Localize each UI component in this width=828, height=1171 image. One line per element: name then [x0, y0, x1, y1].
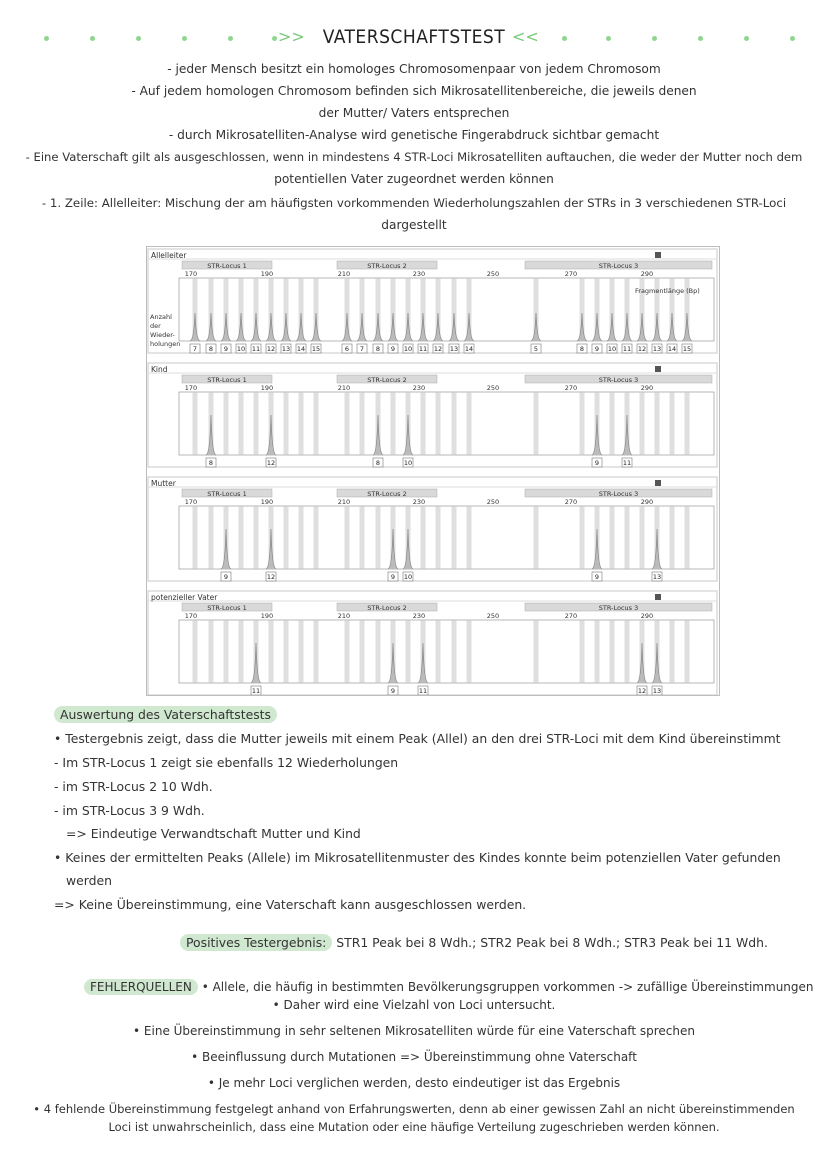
panel-0-allele-label-l1-12: 12	[266, 345, 276, 353]
panel-0-allele-label-l3-14: 14	[667, 345, 677, 353]
panel-2-bin-14	[421, 506, 426, 569]
evaluation-line-4: - im STR-Locus 3 9 Wdh.	[54, 803, 205, 818]
panel-2-allele-label-l1-9: 9	[223, 573, 229, 581]
panel-0-allele-label-l1-9: 9	[223, 345, 229, 353]
panel-3-tick-290: 290	[640, 612, 654, 620]
panel-3-tick-190: 190	[260, 612, 274, 620]
errors-label: FEHLERQUELLEN	[84, 979, 198, 995]
panel-3-bin-8	[314, 620, 319, 683]
panel-3-allele-label-l3-13: 13	[652, 687, 662, 695]
panel-3-bin-9	[345, 620, 350, 683]
panel-2-bin-26	[685, 506, 690, 569]
panel-2-bin-6	[284, 506, 289, 569]
panel-2-tick-290: 290	[640, 498, 654, 506]
panel-0-allele-label-l3-9: 9	[594, 345, 600, 353]
errors-line-1: FEHLERQUELLEN • Allele, die häufig in bestimmten Bevölkerungsgruppen vorkommen -> zufällige Übereinstimmungen	[84, 976, 814, 998]
panel-2-allele-label-l2-9: 9	[390, 573, 396, 581]
panel-1-tick-210: 210	[337, 384, 351, 392]
panel-0-allele-label-l2-7: 7	[359, 345, 365, 353]
panel-3-bin-22	[625, 620, 630, 683]
panel-0-allele-label-l3-11: 11	[622, 345, 632, 353]
y-label-1: der	[150, 322, 161, 330]
evaluation-line-3: - im STR-Locus 2 10 Wdh.	[54, 779, 213, 794]
panel-3-bin-7	[299, 620, 304, 683]
panel-0-name: Allelleiter	[151, 251, 187, 260]
panel-1-bin-17	[467, 392, 472, 455]
panel-2-allele-label-l1-12: 12	[266, 573, 276, 581]
errors-line-2: • Daher wird eine Vielzahl von Loci untersucht.	[272, 998, 556, 1012]
panel-1-bin-16	[452, 392, 457, 455]
panel-2-bin-15	[436, 506, 441, 569]
panel-1-tick-170: 170	[184, 384, 198, 392]
panel-2-allele-label-l3-13: 13	[652, 573, 662, 581]
panel-1-bin-7	[299, 392, 304, 455]
panel-2-bin-25	[670, 506, 675, 569]
panel-2-name: Mutter	[151, 479, 176, 488]
panel-0-allele-label-l2-11: 11	[418, 345, 428, 353]
panel-1-bin-3	[239, 392, 244, 455]
panel-1-bin-14	[421, 392, 426, 455]
errors-line-7: Loci ist unwahrscheinlich, dass eine Mutation oder eine häufige Verteilung zugeschrieben werden können.	[108, 1120, 720, 1134]
positive-label: Positives Testergebnis:	[180, 934, 332, 951]
panel-0-allele-label-l1-10: 10	[236, 345, 246, 353]
dot-right-0	[562, 36, 567, 41]
panel-0-tick-190: 190	[260, 270, 274, 278]
panel-0-allele-label-l1-11: 11	[251, 345, 261, 353]
panel-3-bin-1	[209, 620, 214, 683]
panel-3-bin-19	[580, 620, 585, 683]
panel-2-tick-170: 170	[184, 498, 198, 506]
panel-2-bin-9	[345, 506, 350, 569]
panel-3-bin-3	[239, 620, 244, 683]
panel-2-bin-8	[314, 506, 319, 569]
panel-1-bin-0	[193, 392, 198, 455]
panel-3-bin-6	[284, 620, 289, 683]
evaluation-line-6: • Keines der ermittelten Peaks (Allele) im Mikrosatellitenmuster des Kindes konnte beim potenziellen Vater gefunden	[54, 850, 781, 865]
panel-0-locus-0-label: STR-Locus 1	[207, 262, 247, 270]
panel-0-allele-label-l2-13: 13	[449, 345, 459, 353]
panel-0-allele-label-l1-13: 13	[281, 345, 291, 353]
positive-result	[180, 932, 768, 954]
panel-3-tick-270: 270	[564, 612, 578, 620]
panel-0-allele-label-l2-8: 8	[375, 345, 381, 353]
panel-2-bin-11	[376, 506, 381, 569]
panel-2-locus-2-label: STR-Locus 3	[598, 490, 639, 498]
y-label-2: Wieder-	[150, 331, 175, 339]
panel-3-locus-2-label: STR-Locus 3	[598, 604, 639, 612]
panel-3-allele-label-l2-9: 9	[390, 687, 396, 695]
panel-1-bin-4	[254, 392, 259, 455]
panel-2-bin-10	[360, 506, 365, 569]
panel-0-allele-label-l3-15: 15	[682, 345, 692, 353]
evaluation-line-8: => Keine Übereinstimmung, eine Vaterschaft kann ausgeschlossen werden.	[54, 897, 527, 912]
dot-left-1	[90, 36, 95, 41]
errors-line-5: • Je mehr Loci verglichen werden, desto eindeutiger ist das Ergebnis	[207, 1076, 621, 1090]
positive-text: STR1 Peak bei 8 Wdh.; STR2 Peak bei 8 Wdh.; STR3 Peak bei 11 Wdh.	[336, 935, 768, 950]
panel-2-locus-1-label: STR-Locus 2	[367, 490, 407, 498]
intro-line-8: dargestellt	[381, 218, 447, 232]
panel-1-bin-9	[345, 392, 350, 455]
evaluation-line-5: => Eindeutige Verwandtschaft Mutter und Kind	[66, 826, 361, 841]
panel-1-tick-270: 270	[564, 384, 578, 392]
panel-3-tick-210: 210	[337, 612, 351, 620]
panel-2-bin-1	[209, 506, 214, 569]
panel-1-bin-19	[580, 392, 585, 455]
dot-right-2	[652, 36, 657, 41]
panel-0-tick-170: 170	[184, 270, 198, 278]
page-title: VATERSCHAFTSTEST	[322, 26, 506, 48]
evaluation-line-2: - Im STR-Locus 1 zeigt sie ebenfalls 12 Wiederholungen	[54, 755, 399, 770]
panel-0-tick-210: 210	[337, 270, 351, 278]
panel-1-allele-label-l2-10: 10	[403, 459, 413, 467]
panel-2-bin-0	[193, 506, 198, 569]
intro-line-3: der Mutter/ Vaters entsprechen	[318, 106, 510, 120]
dot-left-3	[182, 36, 187, 41]
panel-0-allele-label-l2-14: 14	[464, 345, 474, 353]
errors-line-3: • Eine Übereinstimmung in sehr seltenen Mikrosatelliten würde für eine Vaterschaft sprechen	[133, 1024, 695, 1038]
panel-1-bin-8	[314, 392, 319, 455]
panel-0-tick-250: 250	[486, 270, 500, 278]
panel-2-tick-250: 250	[486, 498, 500, 506]
panel-3-bin-13	[406, 620, 411, 683]
panel-1-tick-290: 290	[640, 384, 654, 392]
panel-1-bin-10	[360, 392, 365, 455]
dot-right-4	[744, 36, 749, 41]
dot-right-3	[698, 36, 703, 41]
errors-line-6: • 4 fehlende Übereinstimmung festgelegt anhand von Erfahrungswerten, denn ab einer gewissen Zahl an nicht übereinstimmenden	[33, 1102, 795, 1116]
y-label-0: Anzahl	[150, 313, 172, 321]
panel-0-allele-label-l2-12: 12	[433, 345, 443, 353]
panel-1-bin-26	[685, 392, 690, 455]
panel-3-bin-16	[452, 620, 457, 683]
panel-3-bin-21	[610, 620, 615, 683]
panel-3-marker	[655, 594, 661, 600]
dot-left-5	[272, 36, 277, 41]
panel-0-allele-label-l3-10: 10	[607, 345, 617, 353]
panel-2-bin-21	[610, 506, 615, 569]
panel-1-bin-18	[534, 392, 539, 455]
panel-0-marker	[655, 252, 661, 258]
panel-0-allele-label-l3-13: 13	[652, 345, 662, 353]
panel-2-tick-230: 230	[412, 498, 426, 506]
panel-2-allele-label-l3-9: 9	[594, 573, 600, 581]
dot-left-4	[228, 36, 233, 41]
intro-line-6: potentiellen Vater zugeordnet werden können	[274, 172, 554, 186]
panel-1-marker	[655, 366, 661, 372]
panel-3-locus-0-label: STR-Locus 1	[207, 604, 247, 612]
panel-1-bin-2	[224, 392, 229, 455]
panel-3-locus-1-label: STR-Locus 2	[367, 604, 407, 612]
panel-1-allele-label-l3-9: 9	[594, 459, 600, 467]
intro-line-5: - Eine Vaterschaft gilt als ausgeschlossen, wenn in mindestens 4 STR-Loci Mikrosatelliten auftauchen, die weder der Mutter noch dem	[25, 150, 803, 164]
panel-3-bin-15	[436, 620, 441, 683]
panel-0-locus-1-label: STR-Locus 2	[367, 262, 407, 270]
dot-right-1	[606, 36, 611, 41]
panel-2-bin-17	[467, 506, 472, 569]
panel-0-tick-290: 290	[640, 270, 654, 278]
panel-1-bin-12	[391, 392, 396, 455]
intro-line-2: - Auf jedem homologen Chromosom befinden sich Mikrosatellitenbereiche, die jeweils denen	[131, 84, 697, 98]
panel-0-tick-270: 270	[564, 270, 578, 278]
panel-1-tick-190: 190	[260, 384, 274, 392]
panel-3-allele-label-l2-11: 11	[418, 687, 428, 695]
panel-0-allele-label-l1-7: 7	[192, 345, 198, 353]
panel-2-bin-4	[254, 506, 259, 569]
evaluation-heading: Auswertung des Vaterschaftstests	[54, 704, 277, 726]
intro-line-7: - 1. Zeile: Allelleiter: Mischung der am häufigsten vorkommenden Wiederholungszahlen der STRs in 3 verschiedenen STR-Loci	[41, 196, 787, 210]
str-electropherogram	[146, 246, 720, 696]
panel-0-allele-label-l3-8: 8	[579, 345, 585, 353]
errors-line-4: • Beeinflussung durch Mutationen => Übereinstimmung ohne Vaterschaft	[191, 1050, 637, 1064]
panel-1-allele-label-l3-11: 11	[622, 459, 632, 467]
panel-0-allele-label-l1-15: 15	[311, 345, 321, 353]
panel-0-allele-label-l2-10: 10	[403, 345, 413, 353]
panel-3-name: potenzieller Vater	[151, 593, 218, 602]
panel-0-tick-230: 230	[412, 270, 426, 278]
panel-1-bin-6	[284, 392, 289, 455]
panel-1-locus-0-label: STR-Locus 1	[207, 376, 247, 384]
panel-3-bin-25	[670, 620, 675, 683]
panel-3-bin-10	[360, 620, 365, 683]
panel-2-bin-3	[239, 506, 244, 569]
panel-3-bin-0	[193, 620, 198, 683]
panel-2-bin-16	[452, 506, 457, 569]
evaluation-line-7: werden	[66, 873, 112, 888]
intro-line-4: - durch Mikrosatelliten-Analyse wird genetische Fingerabdruck sichtbar gemacht	[168, 128, 660, 142]
panel-1-locus-2-label: STR-Locus 3	[598, 376, 639, 384]
panel-3-bin-2	[224, 620, 229, 683]
panel-0-locus-2-label: STR-Locus 3	[598, 262, 639, 270]
panel-2-tick-190: 190	[260, 498, 274, 506]
panel-3-allele-label-l3-12: 12	[637, 687, 647, 695]
panel-3-bin-18	[534, 620, 539, 683]
panel-3-bin-26	[685, 620, 690, 683]
dot-right-5	[790, 36, 795, 41]
panel-1-name: Kind	[151, 365, 168, 374]
evaluation-line-1: • Testergebnis zeigt, dass die Mutter jeweils mit einem Peak (Allel) an den drei STR-Loci mit dem Kind übereinstimmt	[54, 731, 781, 746]
panel-3-tick-170: 170	[184, 612, 198, 620]
panel-3-allele-label-l1-11: 11	[251, 687, 261, 695]
panel-1-bin-25	[670, 392, 675, 455]
title-arrow-right: <<	[512, 27, 539, 46]
panel-1-bin-15	[436, 392, 441, 455]
panel-2-bin-19	[580, 506, 585, 569]
panel-1-tick-230: 230	[412, 384, 426, 392]
panel-2-marker	[655, 480, 661, 486]
panel-1-allele-label-l1-8: 8	[208, 459, 214, 467]
intro-line-1: - jeder Mensch besitzt ein homologes Chromosomenpaar von jedem Chromosom	[167, 62, 661, 76]
panel-0-allele-label-l3-5: 5	[533, 345, 539, 353]
panel-2-tick-210: 210	[337, 498, 351, 506]
panel-3-tick-250: 250	[486, 612, 500, 620]
title-arrow-left: >>	[278, 27, 305, 46]
panel-0-allele-label-l2-9: 9	[390, 345, 396, 353]
panel-2-bin-7	[299, 506, 304, 569]
panel-0-allele-label-l3-12: 12	[637, 345, 647, 353]
panel-1-allele-label-l1-12: 12	[266, 459, 276, 467]
panel-3-bin-20	[595, 620, 600, 683]
panel-2-bin-18	[534, 506, 539, 569]
panel-1-tick-250: 250	[486, 384, 500, 392]
panel-3-bin-5	[269, 620, 274, 683]
fragment-length-label: Fragmentlänge (Bp)	[635, 287, 700, 295]
panel-3-bin-17	[467, 620, 472, 683]
dot-left-2	[136, 36, 141, 41]
panel-0-allele-label-l1-8: 8	[208, 345, 214, 353]
panel-3-tick-230: 230	[412, 612, 426, 620]
panel-1-bin-21	[610, 392, 615, 455]
panel-1-locus-1-label: STR-Locus 2	[367, 376, 407, 384]
panel-0-allele-label-l2-6: 6	[344, 345, 350, 353]
panel-1-allele-label-l2-8: 8	[375, 459, 381, 467]
panel-1-bin-23	[640, 392, 645, 455]
panel-2-locus-0-label: STR-Locus 1	[207, 490, 247, 498]
panel-2-bin-22	[625, 506, 630, 569]
panel-0-allele-label-l1-14: 14	[296, 345, 306, 353]
y-label-3: holungen	[150, 340, 181, 348]
panel-2-tick-270: 270	[564, 498, 578, 506]
panel-2-allele-label-l2-10: 10	[403, 573, 413, 581]
dot-left-0	[44, 36, 49, 41]
electropherogram-svg	[147, 247, 719, 695]
panel-3-bin-11	[376, 620, 381, 683]
panel-1-bin-24	[655, 392, 660, 455]
panel-2-bin-23	[640, 506, 645, 569]
